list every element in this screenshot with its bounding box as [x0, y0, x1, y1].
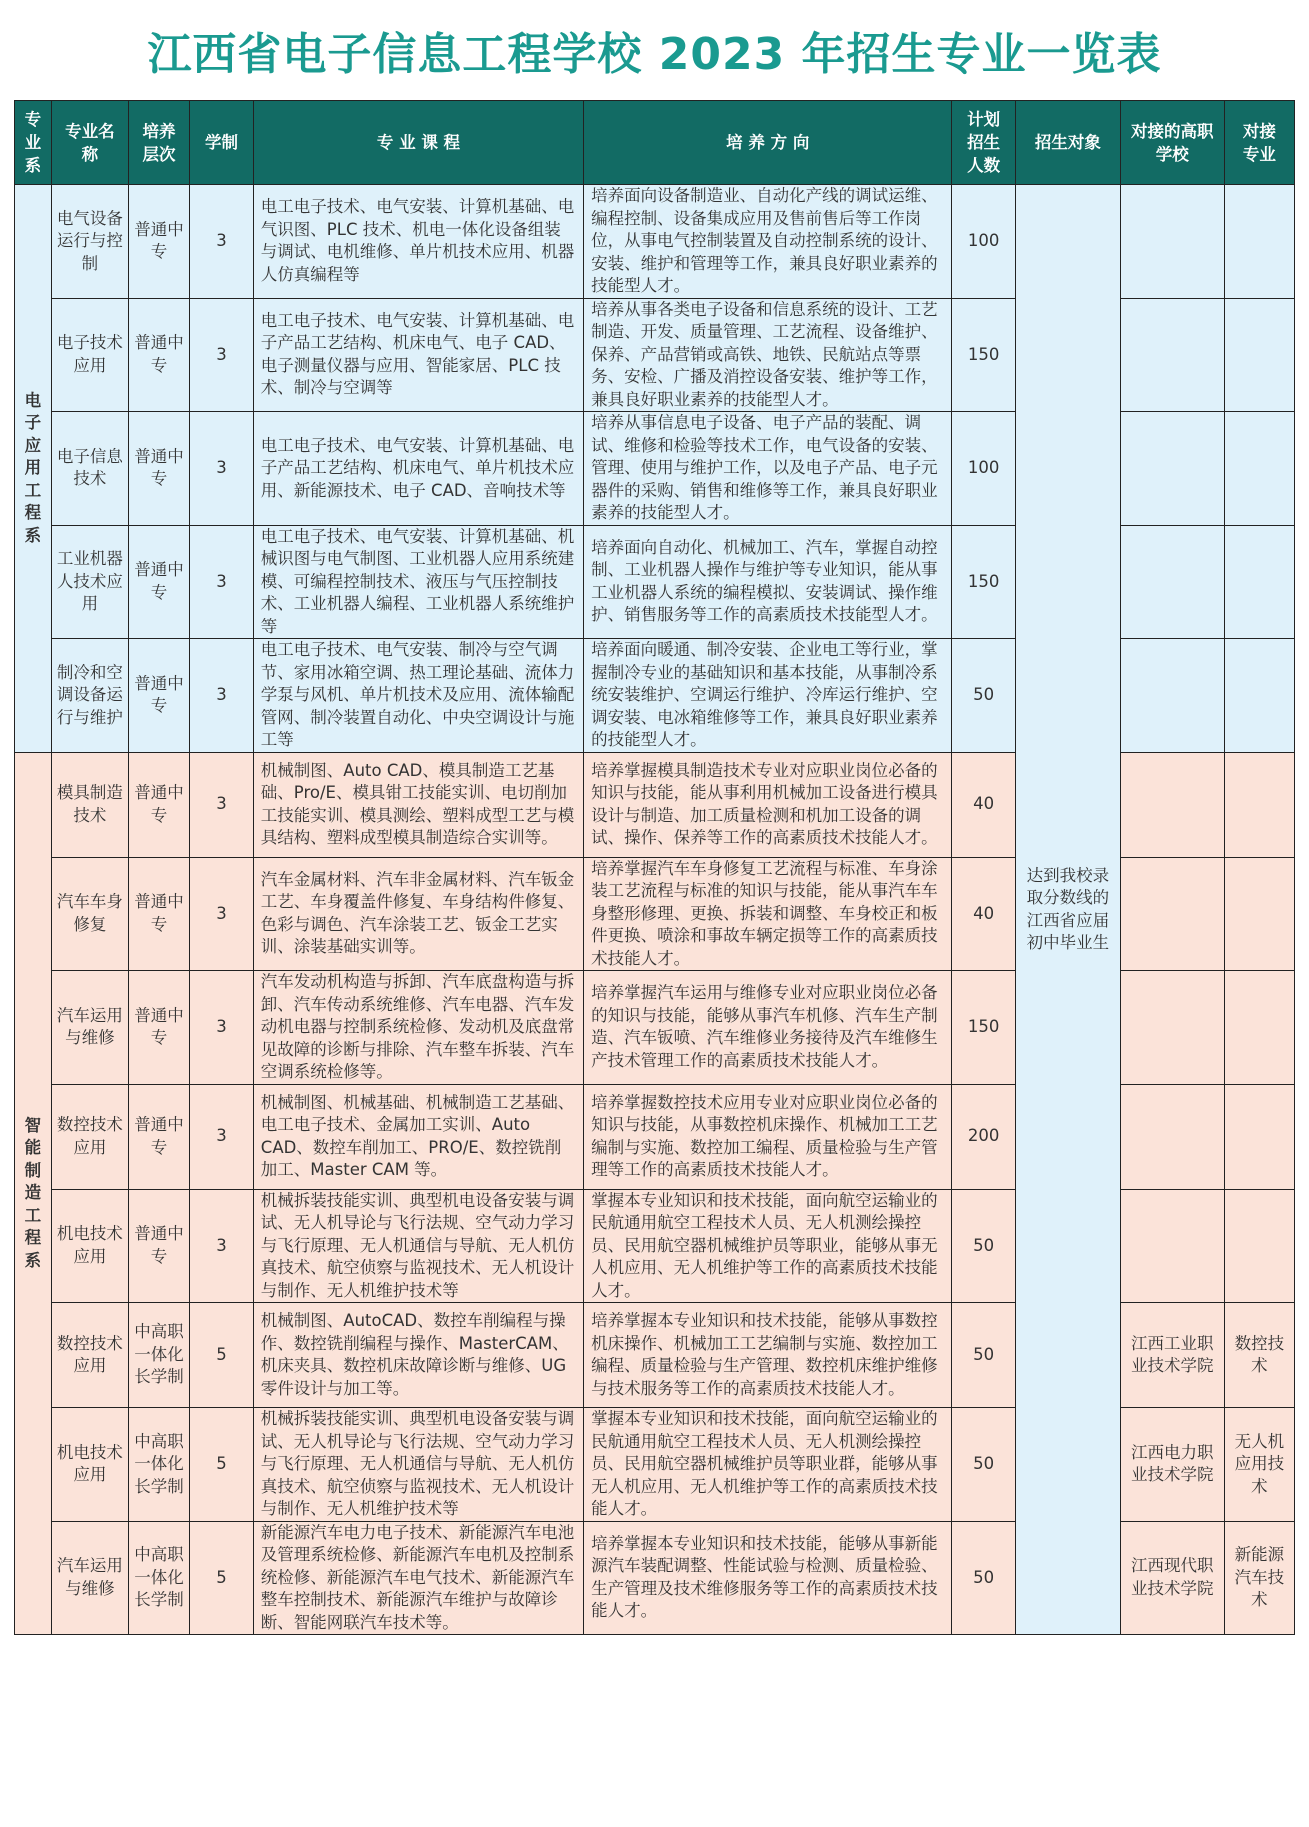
- college-cell: 江西现代职业技术学院: [1120, 1521, 1224, 1635]
- match-cell: 无人机应用技术: [1224, 1408, 1294, 1522]
- college-cell: [1120, 857, 1224, 971]
- plan-cell: 50: [952, 639, 1016, 753]
- level-cell: 普通中专: [128, 525, 189, 639]
- courses-cell: 机械制图、机械基础、机械制造工艺基础、电工电子技术、金属加工实训、Auto CAD、数控车削加工、PRO/E、数控铣削加工、Master CAM 等。: [253, 1084, 583, 1189]
- plan-cell: 50: [952, 1303, 1016, 1408]
- college-cell: 江西工业职业技术学院: [1120, 1303, 1224, 1408]
- plan-cell: 40: [952, 857, 1016, 971]
- major-cell: 汽车运用与维修: [51, 1521, 128, 1635]
- direction-cell: 掌握本专业知识和技术技能，面向航空运输业的民航通用航空工程技术人员、无人机测绘操控员、民用航空器机械维护员等职业群，能够从事无人机应用、无人机维护等工作的高素质技术技能人才。: [584, 1408, 952, 1522]
- header-years: 学制: [190, 101, 254, 185]
- level-cell: 中高职一体化长学制: [128, 1408, 189, 1522]
- match-cell: [1224, 639, 1294, 753]
- level-cell: 普通中专: [128, 1084, 189, 1189]
- page-title: 江西省电子信息工程学校 2023 年招生专业一览表: [147, 29, 1162, 80]
- level-cell: 普通中专: [128, 971, 189, 1085]
- direction-cell: 培养掌握汽车车身修复工艺流程与标准、车身涂装工艺流程与标准的知识与技能，能从事汽车车身整形修理、更换、拆装和调整、车身校正和板件更换、喷涂和事故车辆定损等工作的高素质技术技能人才。: [584, 857, 952, 971]
- plan-cell: 150: [952, 971, 1016, 1085]
- years-cell: 3: [190, 857, 254, 971]
- level-cell: 普通中专: [128, 857, 189, 971]
- major-cell: 工业机器人技术应用: [51, 525, 128, 639]
- college-cell: 江西电力职业技术学院: [1120, 1408, 1224, 1522]
- years-cell: 5: [190, 1408, 254, 1522]
- header-dept: 专业系: [15, 101, 52, 185]
- direction-cell: 培养掌握汽车运用与维修专业对应职业岗位必备的知识与技能，能够从事汽车机修、汽车生产制造、汽车钣喷、汽车维修业务接待及汽车维修生产技术管理工作的高素质技术技能人才。: [584, 971, 952, 1085]
- major-cell: 电子技术应用: [51, 298, 128, 412]
- years-cell: 3: [190, 185, 254, 299]
- major-cell: 汽车运用与维修: [51, 971, 128, 1085]
- level-cell: 中高职一体化长学制: [128, 1521, 189, 1635]
- table-row: [15, 185, 1295, 299]
- plan-cell: 200: [952, 1084, 1016, 1189]
- header-direction: 培 养 方 向: [584, 101, 952, 185]
- plan-cell: 40: [952, 752, 1016, 857]
- college-cell: [1120, 752, 1224, 857]
- direction-cell: 培养从事信息电子设备、电子产品的装配、调试、维修和检验等技术工作，电气设备的安装、管理、使用与维护工作，以及电子产品、电子元器件的采购、销售和维修等工作，兼具良好职业素养的技能型人才。: [584, 412, 952, 526]
- plan-cell: 150: [952, 298, 1016, 412]
- department-cell: 智能制造工程系: [15, 752, 52, 1635]
- match-cell: 数控技术: [1224, 1303, 1294, 1408]
- courses-cell: 汽车金属材料、汽车非金属材料、汽车钣金工艺、车身覆盖件修复、车身结构件修复、色彩与调色、汽车涂装工艺、钣金工艺实训、涂装基础实训等。: [253, 857, 583, 971]
- years-cell: 5: [190, 1521, 254, 1635]
- level-cell: 普通中专: [128, 752, 189, 857]
- years-cell: 5: [190, 1303, 254, 1408]
- match-cell: [1224, 971, 1294, 1085]
- header-college: 对接的高职学校: [1120, 101, 1224, 185]
- courses-cell: 机械制图、AutoCAD、数控车削编程与操作、数控铣削编程与操作、MasterCAM、机床夹具、数控机床故障诊断与维修、UG 零件设计与加工等。: [253, 1303, 583, 1408]
- years-cell: 3: [190, 412, 254, 526]
- college-cell: [1120, 525, 1224, 639]
- courses-cell: 机械拆装技能实训、典型机电设备安装与调试、无人机导论与飞行法规、空气动力学习与飞行原理、无人机通信与导航、无人机仿真技术、航空侦察与监视技术、无人机设计与制作、无人机维护技术等: [253, 1408, 583, 1522]
- header-courses: 专 业 课 程: [253, 101, 583, 185]
- level-cell: 普通中专: [128, 1189, 189, 1303]
- major-cell: 机电技术应用: [51, 1408, 128, 1522]
- plan-cell: 50: [952, 1189, 1016, 1303]
- direction-cell: 培养面向自动化、机械加工、汽车，掌握自动控制、工业机器人操作与维护等专业知识，能从事工业机器人系统的编程模拟、安装调试、操作维护、销售服务等工作的高素质技术技能型人才。: [584, 525, 952, 639]
- courses-cell: 电工电子技术、电气安装、计算机基础、电气识图、PLC 技术、机电一体化设备组装与调试、电机维修、单片机技术应用、机器人仿真编程等: [253, 185, 583, 299]
- courses-cell: 电工电子技术、电气安装、制冷与空气调节、家用冰箱空调、热工理论基础、流体力学泵与风机、单片机技术及应用、流体输配管网、制冷装置自动化、中央空调设计与施工等: [253, 639, 583, 753]
- college-cell: [1120, 185, 1224, 299]
- college-cell: [1120, 1189, 1224, 1303]
- header-major: 专业名称: [51, 101, 128, 185]
- match-cell: 新能源汽车技术: [1224, 1521, 1294, 1635]
- match-cell: [1224, 298, 1294, 412]
- direction-cell: 培养从事各类电子设备和信息系统的设计、工艺制造、开发、质量管理、工艺流程、设备维护、保养、产品营销或高铁、地铁、民航站点等票务、安检、广播及消控设备安装、维护等工作，兼具良好职业素养的技能型人才。: [584, 298, 952, 412]
- courses-cell: 电工电子技术、电气安装、计算机基础、电子产品工艺结构、机床电气、电子 CAD、电子测量仪器与应用、智能家居、PLC 技术、制冷与空调等: [253, 298, 583, 412]
- match-cell: [1224, 525, 1294, 639]
- major-cell: 数控技术应用: [51, 1084, 128, 1189]
- major-cell: 电子信息技术: [51, 412, 128, 526]
- years-cell: 3: [190, 971, 254, 1085]
- college-cell: [1120, 1084, 1224, 1189]
- college-cell: [1120, 412, 1224, 526]
- match-cell: [1224, 185, 1294, 299]
- years-cell: 3: [190, 525, 254, 639]
- header-target: 招生对象: [1015, 101, 1120, 185]
- major-cell: 汽车车身修复: [51, 857, 128, 971]
- header-match: 对接专业: [1224, 101, 1294, 185]
- plan-cell: 100: [952, 412, 1016, 526]
- department-cell: 电子应用工程系: [15, 185, 52, 753]
- courses-cell: 机械制图、Auto CAD、模具制造工艺基础、Pro/E、模具钳工技能实训、电切削加工技能实训、模具测绘、塑料成型工艺与模具结构、塑料成型模具制造综合实训等。: [253, 752, 583, 857]
- major-cell: 模具制造技术: [51, 752, 128, 857]
- direction-cell: 培养掌握数控技术应用专业对应职业岗位必备的知识与技能，从事数控机床操作、机械加工工艺编制与实施、数控加工编程、质量检验与生产管理等工作的高素质技术技能人才。: [584, 1084, 952, 1189]
- header-row: [15, 101, 1295, 185]
- major-cell: 制冷和空调设备运行与维护: [51, 639, 128, 753]
- courses-cell: 电工电子技术、电气安装、计算机基础、电子产品工艺结构、机床电气、单片机技术应用、新能源技术、电子 CAD、音响技术等: [253, 412, 583, 526]
- match-cell: [1224, 1189, 1294, 1303]
- years-cell: 3: [190, 639, 254, 753]
- courses-cell: 汽车发动机构造与拆卸、汽车底盘构造与拆卸、汽车传动系统维修、汽车电器、汽车发动机电器与控制系统检修、发动机及底盘常见故障的诊断与排除、汽车整车拆装、汽车空调系统检修等。: [253, 971, 583, 1085]
- courses-cell: 电工电子技术、电气安装、计算机基础、机械识图与电气制图、工业机器人应用系统建模、可编程控制技术、液压与气压控制技术、工业机器人编程、工业机器人系统维护等: [253, 525, 583, 639]
- header-plan: 计划招生人数: [952, 101, 1016, 185]
- courses-cell: 机械拆装技能实训、典型机电设备安装与调试、无人机导论与飞行法规、空气动力学习与飞行原理、无人机通信与导航、无人机仿真技术、航空侦察与监视技术、无人机设计与制作、无人机维护技术等: [253, 1189, 583, 1303]
- direction-cell: 培养掌握本专业知识和技术技能，能够从事数控机床操作、机械加工工艺编制与实施、数控加工编程、质量检验与生产管理、数控机床维护维修与技术服务等工作的高素质技术技能人才。: [584, 1303, 952, 1408]
- courses-cell: 新能源汽车电力电子技术、新能源汽车电池及管理系统检修、新能源汽车电机及控制系统检修、新能源汽车电气技术、新能源汽车整车控制技术、新能源汽车维护与故障诊断、智能网联汽车技术等。: [253, 1521, 583, 1635]
- major-cell: 机电技术应用: [51, 1189, 128, 1303]
- years-cell: 3: [190, 752, 254, 857]
- target-cell: 达到我校录取分数线的江西省应届初中毕业生: [1015, 185, 1120, 1635]
- plan-cell: 100: [952, 185, 1016, 299]
- years-cell: 3: [190, 1084, 254, 1189]
- header-level: 培养层次: [128, 101, 189, 185]
- level-cell: 中高职一体化长学制: [128, 1303, 189, 1408]
- college-cell: [1120, 971, 1224, 1085]
- enrollment-table: [14, 100, 1295, 1635]
- level-cell: 普通中专: [128, 298, 189, 412]
- table-body: [15, 185, 1295, 1635]
- plan-cell: 50: [952, 1521, 1016, 1635]
- direction-cell: 培养面向暖通、制冷安装、企业电工等行业，掌握制冷专业的基础知识和基本技能，从事制冷系统安装维护、空调运行维护、冷库运行维护、空调安装、电冰箱维修等工作，兼具良好职业素养的技能型人才。: [584, 639, 952, 753]
- major-cell: 数控技术应用: [51, 1303, 128, 1408]
- match-cell: [1224, 412, 1294, 526]
- match-cell: [1224, 857, 1294, 971]
- match-cell: [1224, 1084, 1294, 1189]
- direction-cell: 掌握本专业知识和技术技能，面向航空运输业的民航通用航空工程技术人员、无人机测绘操控员、民用航空器机械维护员等职业，能够从事无人机应用、无人机维护等工作的高素质技术技能人才。: [584, 1189, 952, 1303]
- level-cell: 普通中专: [128, 185, 189, 299]
- years-cell: 3: [190, 1189, 254, 1303]
- plan-cell: 150: [952, 525, 1016, 639]
- level-cell: 普通中专: [128, 412, 189, 526]
- years-cell: 3: [190, 298, 254, 412]
- level-cell: 普通中专: [128, 639, 189, 753]
- match-cell: [1224, 752, 1294, 857]
- direction-cell: 培养面向设备制造业、自动化产线的调试运维、编程控制、设备集成应用及售前售后等工作岗位，从事电气控制装置及自动控制系统的设计、安装、维护和管理等工作，兼具良好职业素养的技能型人才。: [584, 185, 952, 299]
- major-cell: 电气设备运行与控制: [51, 185, 128, 299]
- plan-cell: 50: [952, 1408, 1016, 1522]
- college-cell: [1120, 298, 1224, 412]
- direction-cell: 培养掌握本专业知识和技术技能，能够从事新能源汽车装配调整、性能试验与检测、质量检验、生产管理及技术维修服务等工作的高素质技术技能人才。: [584, 1521, 952, 1635]
- direction-cell: 培养掌握模具制造技术专业对应职业岗位必备的知识与技能，能从事利用机械加工设备进行模具设计与制造、加工质量检测和机加工设备的调试、操作、保养等工作的高素质技术技能人才。: [584, 752, 952, 857]
- college-cell: [1120, 639, 1224, 753]
